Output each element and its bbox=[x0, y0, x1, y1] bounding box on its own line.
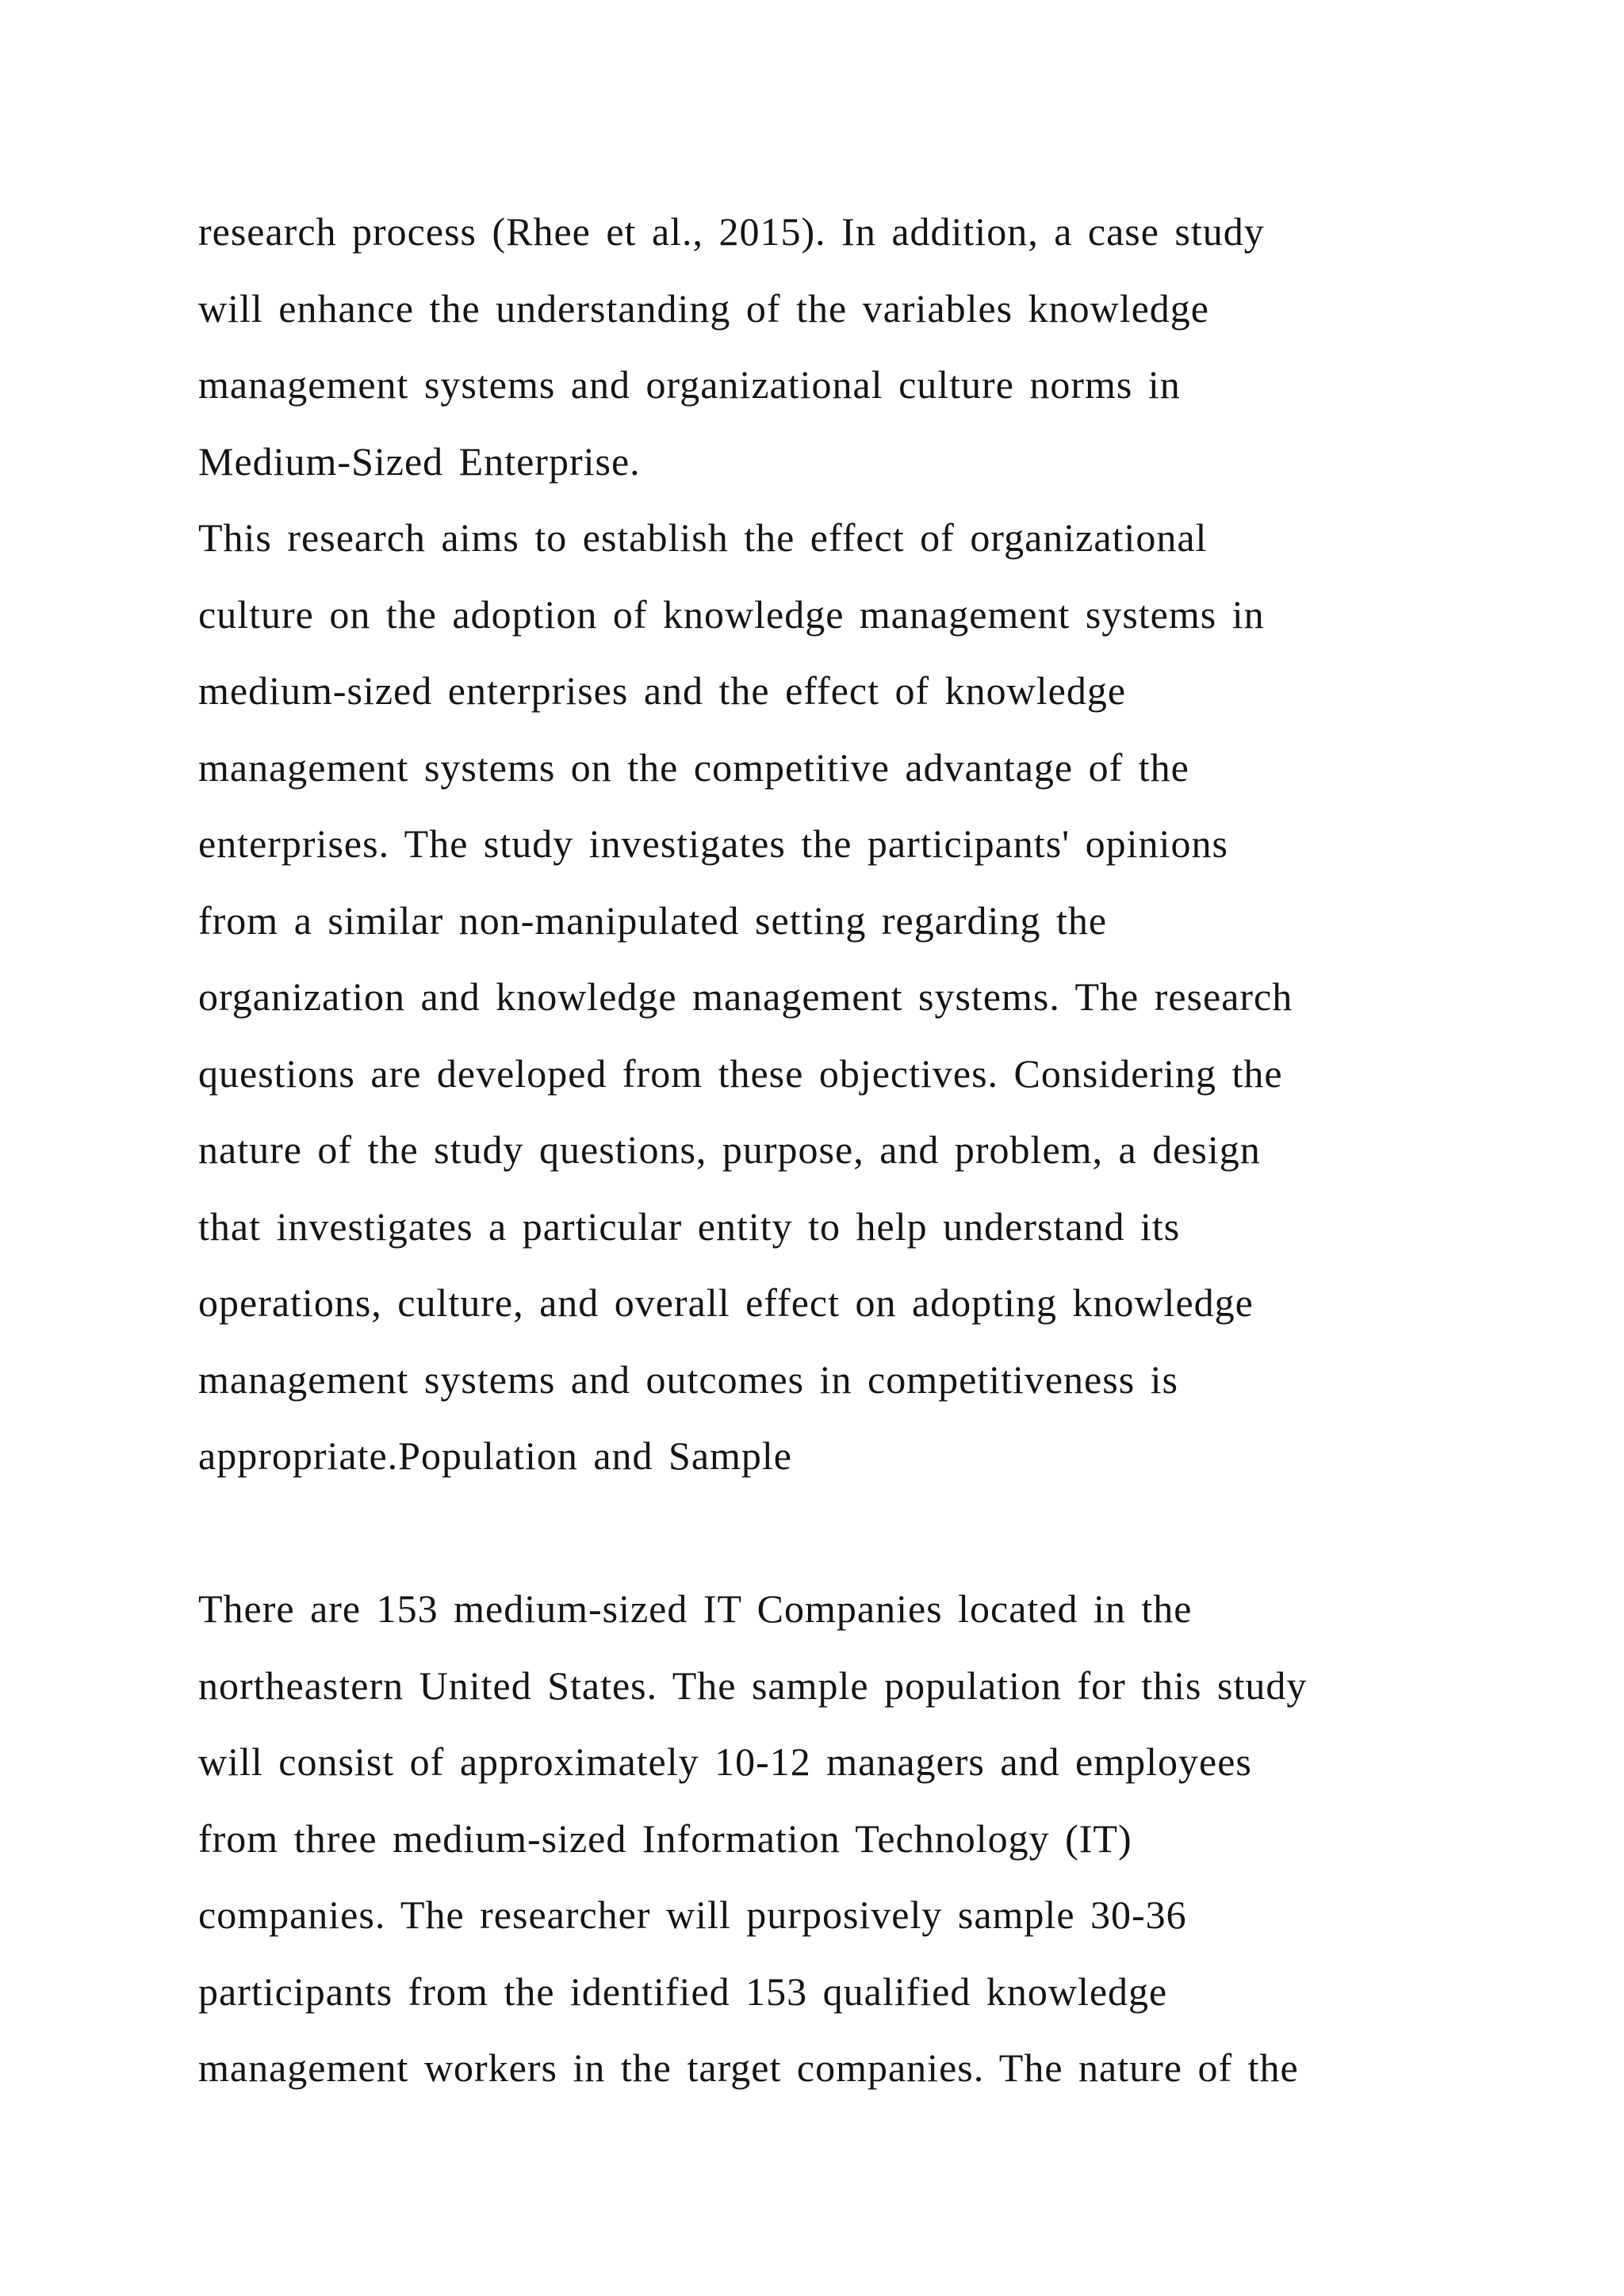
text-line: research process (Rhee et al., 2015). In addition, a case study bbox=[198, 209, 1265, 254]
text-line: will enhance the understanding of the variables knowledge bbox=[198, 285, 1210, 331]
text-line: northeastern United States. The sample population for this study bbox=[198, 1663, 1308, 1708]
text-line: participants from the identified 153 qualified knowledge bbox=[198, 1969, 1168, 2014]
text-line: from three medium-sized Information Technology (IT) bbox=[198, 1816, 1132, 1861]
paragraph-case-study bbox=[198, 193, 1467, 499]
text-line: operations, culture, and overall effect on adopting knowledge bbox=[198, 1280, 1254, 1325]
text-line: organization and knowledge management systems. The research bbox=[198, 974, 1293, 1019]
text-line: nature of the study questions, purpose, and problem, a design bbox=[198, 1127, 1261, 1172]
paragraph-population-sample bbox=[198, 1571, 1467, 2107]
text-line: that investigates a particular entity to help understand its bbox=[198, 1203, 1181, 1249]
text-line: management systems and organizational culture norms in bbox=[198, 362, 1181, 407]
text-line: management systems on the competitive advantage of the bbox=[198, 744, 1189, 790]
document-body bbox=[198, 193, 1467, 2107]
text-line: companies. The researcher will purposively sample 30-36 bbox=[198, 1892, 1187, 1937]
text-line: There are 153 medium-sized IT Companies located in the bbox=[198, 1586, 1193, 1631]
text-line: medium-sized enterprises and the effect of knowledge bbox=[198, 668, 1127, 713]
text-line: will consist of approximately 10-12 managers and employees bbox=[198, 1739, 1252, 1784]
paragraph-research-aims bbox=[198, 499, 1467, 1494]
text-line: Medium-Sized Enterprise. bbox=[198, 438, 641, 484]
text-line: questions are developed from these objectives. Considering the bbox=[198, 1050, 1283, 1096]
text-line: management systems and outcomes in competitiveness is bbox=[198, 1357, 1178, 1402]
paragraph-gap bbox=[198, 1494, 1467, 1571]
text-line: culture on the adoption of knowledge management systems in bbox=[198, 591, 1265, 637]
text-line: management workers in the target companies. The nature of the bbox=[198, 2045, 1299, 2090]
text-line: This research aims to establish the effect of organizational bbox=[198, 515, 1208, 560]
text-line: enterprises. The study investigates the participants' opinions bbox=[198, 821, 1228, 866]
text-line: appropriate.Population and Sample bbox=[198, 1433, 793, 1478]
text-line: from a similar non-manipulated setting regarding the bbox=[198, 897, 1108, 943]
